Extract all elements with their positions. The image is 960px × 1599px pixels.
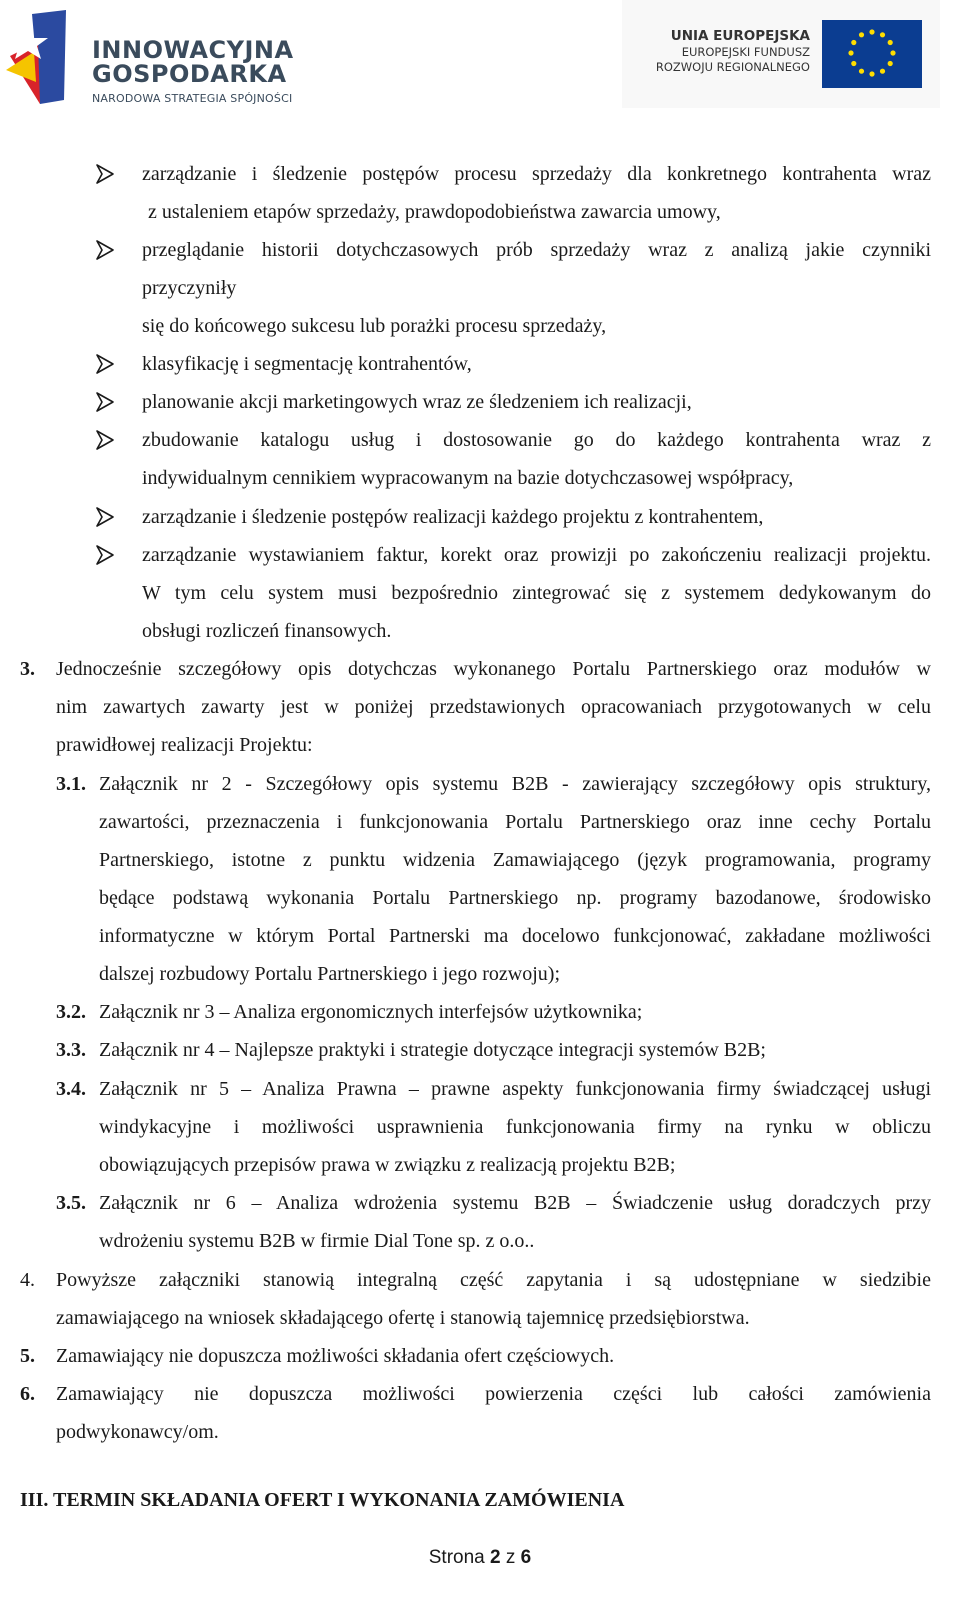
item-4-line-1: Powyższe załączniki stanowią integralną część zapytania i są udostępniane w siedzibie xyxy=(56,1269,931,1291)
item-3-line-3: prawidłowej realizacji Projektu: xyxy=(56,734,313,756)
item-3-3-number: 3.3. xyxy=(56,1039,86,1061)
ig-emblem-icon xyxy=(4,8,88,106)
bullet-2-line-2: przyczyniły xyxy=(142,277,237,299)
eu-logo-line1: UNIA EUROPEJSKA xyxy=(670,28,810,44)
bullet-7-line-2: W tym celu system musi bezpośrednio zintegrować się z systemem dedykowanym do xyxy=(142,582,931,604)
item-3-3-line-1: Załącznik nr 4 – Najlepsze praktyki i strategie dotyczące integracji systemów B2B; xyxy=(99,1039,766,1061)
arrow-bullet-icon xyxy=(94,238,116,262)
bullet-7-line-1: zarządzanie wystawianiem faktur, korekt oraz prowizji po zakończeniu realizacji projektu. xyxy=(142,544,931,566)
item-3-1-line-3: Partnerskiego, istotne z punktu widzenia Zamawiającego (język programowania, programy xyxy=(99,849,931,871)
item-5-line-1: Zamawiający nie dopuszcza możliwości składania ofert częściowych. xyxy=(56,1345,615,1367)
footer-separator: z xyxy=(505,1547,516,1568)
item-6-line-2: podwykonawcy/om. xyxy=(56,1421,219,1443)
item-3-4-line-3: obowiązujących przepisów prawa w związku z realizacją projektu B2B; xyxy=(99,1154,676,1176)
ig-logo-line1: INNOWACYJNA xyxy=(92,36,294,64)
bullet-4-line-1: planowanie akcji marketingowych wraz ze śledzeniem ich realizacji, xyxy=(142,391,692,413)
page-header xyxy=(0,0,960,112)
bullet-1-line-2: z ustaleniem etapów sprzedaży, prawdopodobieństwa zawarcia umowy, xyxy=(148,201,721,223)
item-3-2-number: 3.2. xyxy=(56,1001,86,1023)
item-3-5-number: 3.5. xyxy=(56,1192,86,1214)
eu-logo-text xyxy=(642,28,810,75)
innowacyjna-gospodarka-logo xyxy=(4,8,304,106)
item-3-2-line-1: Załącznik nr 3 – Analiza ergonomicznych interfejsów użytkownika; xyxy=(99,1001,643,1023)
arrow-bullet-icon xyxy=(94,428,116,452)
item-6-line-1: Zamawiający nie dopuszcza możliwości powierzenia części lub całości zamówienia xyxy=(56,1383,931,1405)
arrow-bullet-icon xyxy=(94,543,116,567)
item-3-line-1: Jednocześnie szczegółowy opis dotychczas wykonanego Portalu Partnerskiego oraz modułów w xyxy=(56,658,931,680)
eu-logo-line3: ROZWOJU REGIONALNEGO xyxy=(655,60,810,74)
item-4-number: 4. xyxy=(20,1269,35,1291)
bullet-5-line-2: indywidualnym cennikiem wypracowanym na bazie dotychczasowej współpracy, xyxy=(142,467,794,489)
eu-logo-line2: EUROPEJSKI FUNDUSZ xyxy=(681,45,810,59)
page-footer xyxy=(0,1546,960,1570)
item-6-number: 6. xyxy=(20,1383,35,1405)
bullet-2-line-1: przeglądanie historii dotychczasowych prób sprzedaży wraz z analizą jakie czynniki xyxy=(142,239,931,261)
item-3-1-number: 3.1. xyxy=(56,773,86,795)
arrow-bullet-icon xyxy=(94,390,116,414)
bullet-6-line-1: zarządzanie i śledzenie postępów realizacji każdego projektu z kontrahentem, xyxy=(142,506,764,528)
item-3-5-line-1: Załącznik nr 6 – Analiza wdrożenia systemu B2B – Świadczenie usług doradczych przy xyxy=(99,1192,931,1214)
ig-logo-line2: GOSPODARKA xyxy=(92,60,287,88)
bullet-5-line-1: zbudowanie katalogu usług i dostosowanie go do każdego kontrahenta wraz z xyxy=(142,429,931,451)
item-3-number: 3. xyxy=(20,658,35,680)
item-3-5-line-2: wdrożeniu systemu B2B w firmie Dial Tone sp. z o.o.. xyxy=(99,1230,535,1252)
bullet-7-line-3: obsługi rozliczeń finansowych. xyxy=(142,620,392,642)
footer-current-page: 2 xyxy=(490,1547,501,1568)
section-heading: III. TERMIN SKŁADANIA OFERT I WYKONANIA ZAMÓWIENIA xyxy=(20,1489,625,1511)
bullet-1-line-1: zarządzanie i śledzenie postępów procesu sprzedaży dla konkretnego kontrahenta wraz xyxy=(142,163,931,185)
bullet-2-line-3: się do końcowego sukcesu lub porażki procesu sprzedaży, xyxy=(142,315,607,337)
item-3-4-line-2: windykacyjne i możliwości usprawnienia funkcjonowania firmy na rynku w obliczu xyxy=(99,1116,931,1138)
ig-logo-line3: NARODOWA STRATEGIA SPÓJNOŚCI xyxy=(92,92,293,105)
footer-prefix: Strona xyxy=(428,1547,485,1568)
item-3-1-line-2: zawartości, przeznaczenia i funkcjonowania Portalu Partnerskiego oraz inne cechy Portalu xyxy=(99,811,931,833)
item-4-line-2: zamawiającego na wniosek składającego ofertę i stanowią tajemnicę przedsiębiorstwa. xyxy=(56,1307,750,1329)
eu-flag-icon xyxy=(822,20,922,88)
item-3-4-line-1: Załącznik nr 5 – Analiza Prawna – prawne aspekty funkcjonowania firmy świadczącej usługi xyxy=(99,1078,931,1100)
item-3-1-line-5: informatyczne w którym Portal Partnerski ma docelowo funkcjonować, zakładane możliwości xyxy=(99,925,931,947)
item-3-1-line-6: dalszej rozbudowy Portalu Partnerskiego i jego rozwoju); xyxy=(99,963,560,985)
item-3-1-line-1: Załącznik nr 2 - Szczegółowy opis systemu B2B - zawierający szczegółowy opis struktury, xyxy=(99,773,931,795)
arrow-bullet-icon xyxy=(94,505,116,529)
item-3-1-line-4: będące podstawą wykonania Portalu Partnerskiego np. programy bazodanowe, środowisko xyxy=(99,887,931,909)
arrow-bullet-icon xyxy=(94,162,116,186)
item-5-number: 5. xyxy=(20,1345,35,1367)
footer-total-pages: 6 xyxy=(520,1547,532,1568)
ig-logo-text xyxy=(92,38,294,105)
item-3-line-2: nim zawartych zawarty jest w poniżej przedstawionych opracowaniach przygotowanych w celu xyxy=(56,696,931,718)
bullet-3-line-1: klasyfikację i segmentację kontrahentów, xyxy=(142,353,472,375)
arrow-bullet-icon xyxy=(94,352,116,376)
eu-logo xyxy=(622,0,940,108)
item-3-4-number: 3.4. xyxy=(56,1078,86,1100)
